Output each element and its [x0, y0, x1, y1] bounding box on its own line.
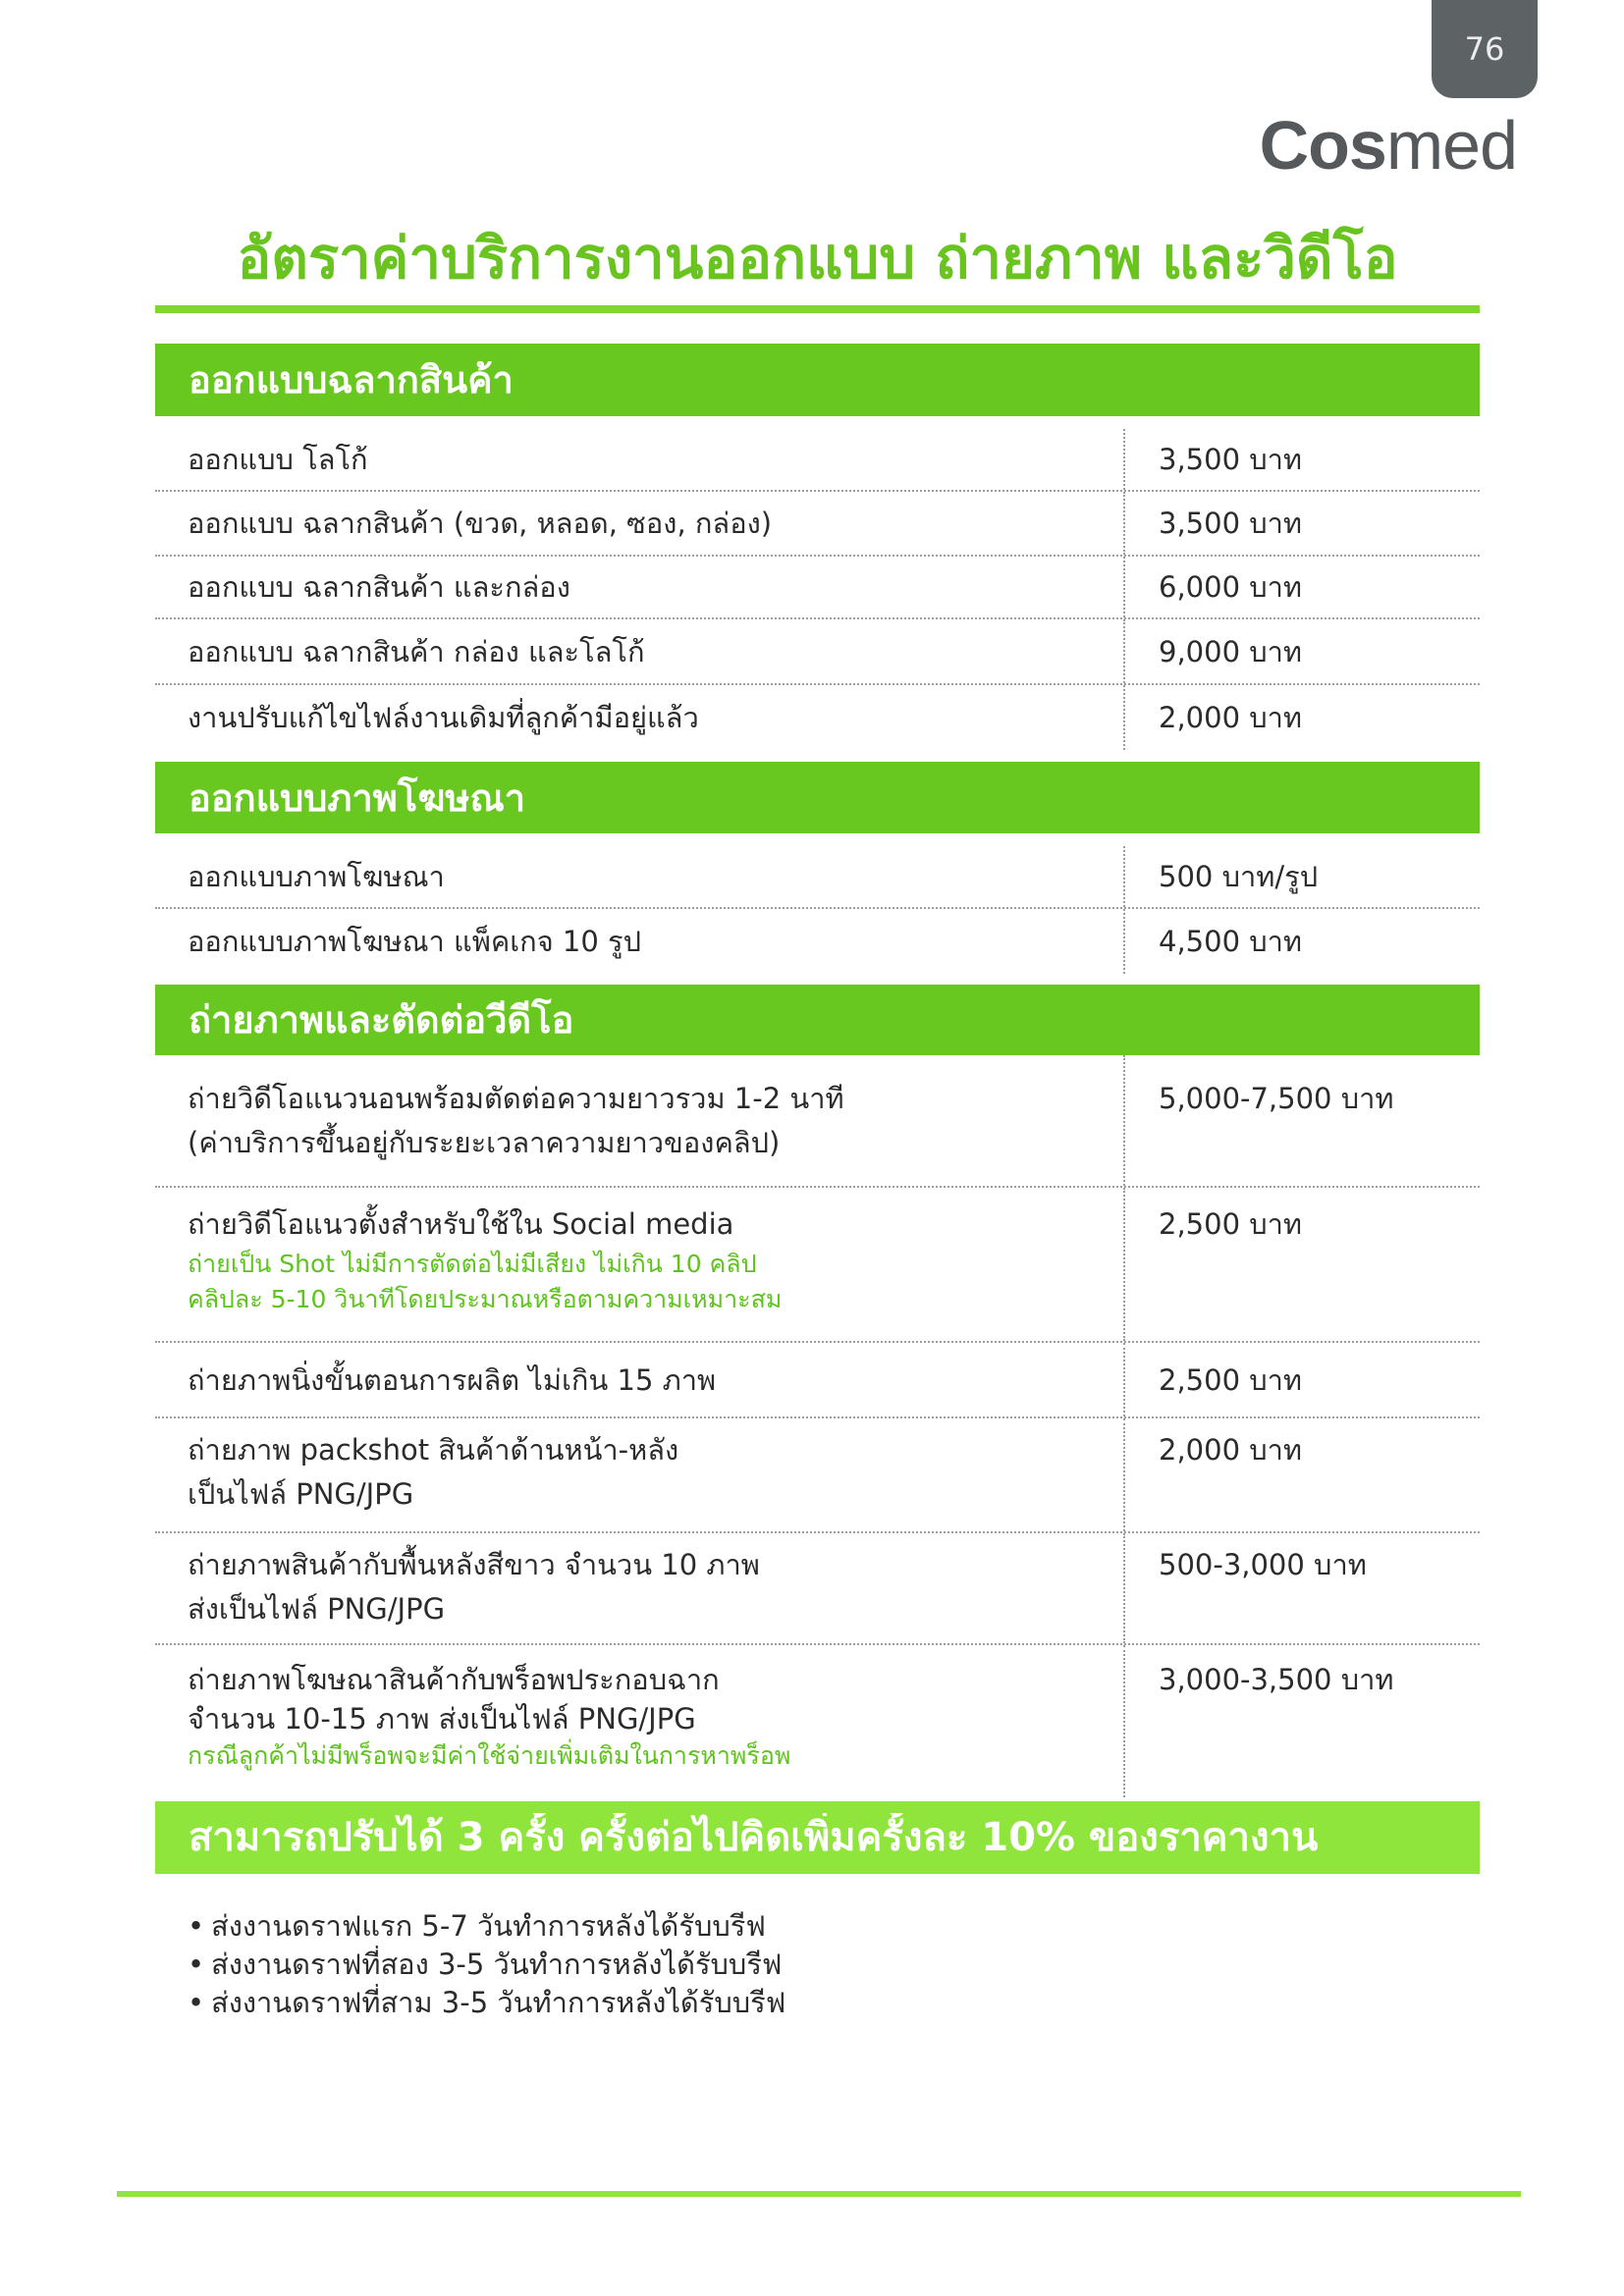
service-name: ออกแบบ ฉลากสินค้า กล่อง และโลโก้	[188, 634, 645, 668]
logo-bold-part: Cos	[1259, 107, 1386, 184]
price-row	[155, 1055, 1480, 1188]
price-cell	[1123, 846, 1480, 907]
service-description	[155, 1188, 1123, 1341]
service-name: ถ่ายวิดีโอแนวนอนพร้อมตัดต่อความยาวรวม 1-2 นาที	[188, 1082, 844, 1115]
price-value: 4,500 บาท	[1159, 925, 1303, 958]
footer-rule	[117, 2191, 1521, 2197]
section-heading-text: ออกแบบภาพโฆษณา	[189, 775, 526, 820]
revision-banner-text: สามารถปรับได้ 3 ครั้ง ครั้งต่อไปคิดเพิ่มครั้งละ 10% ของราคางาน	[189, 1815, 1319, 1860]
price-row	[155, 1645, 1480, 1797]
price-value: 500-3,000 บาท	[1159, 1548, 1367, 1581]
price-value: 9,000 บาท	[1159, 634, 1303, 668]
section-heading	[155, 985, 1480, 1055]
service-description	[155, 492, 1123, 555]
service-detail: จำนวน 10-15 ภาพ ส่งเป็นไฟล์ PNG/JPG	[188, 1702, 696, 1735]
section-heading-text: ถ่ายภาพและตัดต่อวีดีโอ	[189, 998, 574, 1041]
price-cell	[1123, 619, 1480, 683]
title-underline	[155, 305, 1480, 313]
price-value: 2,000 บาท	[1159, 701, 1303, 734]
service-note: ถ่ายเป็น Shot ไม่มีการตัดต่อไม่มีเสียง ไม่เกิน 10 คลิป	[188, 1250, 757, 1278]
price-row	[155, 833, 1480, 909]
price-cell	[1123, 1188, 1480, 1341]
service-description	[155, 1343, 1123, 1416]
price-row	[155, 557, 1480, 619]
service-name: ออกแบบ ฉลากสินค้า และกล่อง	[188, 570, 570, 604]
service-description	[155, 685, 1123, 750]
price-cell	[1123, 492, 1480, 555]
service-detail: ส่งเป็นไฟล์ PNG/JPG	[188, 1592, 446, 1626]
service-description	[155, 1055, 1123, 1186]
price-value: 6,000 บาท	[1159, 570, 1303, 604]
price-row	[155, 1418, 1480, 1533]
price-table	[155, 344, 1480, 1797]
service-description	[155, 909, 1123, 974]
service-name: ออกแบบภาพโฆษณา แพ็คเกจ 10 รูป	[188, 925, 642, 958]
price-row	[155, 909, 1480, 985]
price-value: 2,500 บาท	[1159, 1362, 1303, 1397]
price-value: 3,500 บาท	[1159, 443, 1303, 476]
delivery-schedule-list	[188, 1907, 1464, 2022]
delivery-schedule-item: • ส่งงานดราฟที่สอง 3-5 วันทำการหลังได้รับบรีฟ	[188, 1946, 1464, 1984]
price-value: 3,500 บาท	[1159, 507, 1303, 540]
service-note: คลิปละ 5-10 วินาทีโดยประมาณหรือตามความเหมาะสม	[188, 1285, 783, 1313]
price-cell	[1123, 429, 1480, 490]
price-value: 5,000-7,500 บาท	[1159, 1082, 1394, 1115]
delivery-schedule-item: • ส่งงานดราฟที่สาม 3-5 วันทำการหลังได้รับบรีฟ	[188, 1984, 1464, 2022]
service-name: ถ่ายภาพนิ่งขั้นตอนการผลิต ไม่เกิน 15 ภาพ	[188, 1362, 717, 1397]
price-cell	[1123, 1533, 1480, 1643]
service-description	[155, 557, 1123, 617]
service-description	[155, 1418, 1123, 1531]
service-detail: (ค่าบริการขึ้นอยู่กับระยะเวลาความยาวของคลิป)	[188, 1126, 781, 1159]
service-name: งานปรับแก้ไขไฟล์งานเดิมที่ลูกค้ามีอยู่แล้ว	[188, 701, 699, 734]
service-name: ถ่ายภาพโฆษณาสินค้ากับพร็อพประกอบฉาก	[188, 1663, 720, 1696]
service-name: ออกแบบ โลโก้	[188, 443, 368, 476]
logo-light-part: med	[1385, 107, 1517, 184]
price-row	[155, 685, 1480, 762]
delivery-schedule-item: • ส่งงานดราฟแรก 5-7 วันทำการหลังได้รับบรีฟ	[188, 1907, 1464, 1946]
service-name: ออกแบบ ฉลากสินค้า (ขวด, หลอด, ซอง, กล่อง)	[188, 507, 773, 540]
page-number: 76	[1464, 30, 1505, 68]
service-name: ออกแบบภาพโฆษณา	[188, 860, 445, 893]
service-description	[155, 1645, 1123, 1797]
service-name: ถ่ายวิดีโอแนวตั้งสำหรับใช้ใน Social media	[188, 1207, 734, 1241]
service-name: ถ่ายภาพสินค้ากับพื้นหลังสีขาว จำนวน 10 ภาพ	[188, 1548, 760, 1581]
price-value: 2,500 บาท	[1159, 1207, 1303, 1241]
service-description	[155, 619, 1123, 683]
price-cell	[1123, 557, 1480, 617]
page-title: อัตราค่าบริการงานออกแบบ ถ่ายภาพ และวิดีโอ	[237, 225, 1398, 292]
price-cell	[1123, 685, 1480, 750]
service-description	[155, 846, 1123, 907]
price-value: 2,000 บาท	[1159, 1433, 1303, 1467]
section-heading	[155, 762, 1480, 833]
price-row	[155, 619, 1480, 685]
price-value: 500 บาท/รูป	[1159, 860, 1319, 893]
brand-logo	[1259, 107, 1517, 184]
price-cell	[1123, 1055, 1480, 1186]
price-cell	[1123, 1343, 1480, 1416]
service-detail: เป็นไฟล์ PNG/JPG	[188, 1477, 414, 1511]
price-cell	[1123, 909, 1480, 974]
price-row	[155, 416, 1480, 492]
revision-banner	[155, 1801, 1480, 1874]
price-row	[155, 1188, 1480, 1343]
page-number-tab	[1432, 0, 1538, 98]
price-row	[155, 1343, 1480, 1418]
service-note: กรณีลูกค้าไม่มีพร็อพจะมีค่าใช้จ่ายเพิ่มเติมในการหาพร็อพ	[188, 1741, 791, 1770]
price-row	[155, 492, 1480, 557]
price-cell	[1123, 1418, 1480, 1531]
price-value: 3,000-3,500 บาท	[1159, 1663, 1394, 1696]
section-heading	[155, 344, 1480, 416]
service-description	[155, 429, 1123, 490]
price-cell	[1123, 1645, 1480, 1797]
service-description	[155, 1533, 1123, 1643]
section-heading-text: ออกแบบฉลากสินค้า	[189, 358, 514, 401]
service-name: ถ่ายภาพ packshot สินค้าด้านหน้า-หลัง	[188, 1433, 679, 1467]
price-row	[155, 1533, 1480, 1645]
